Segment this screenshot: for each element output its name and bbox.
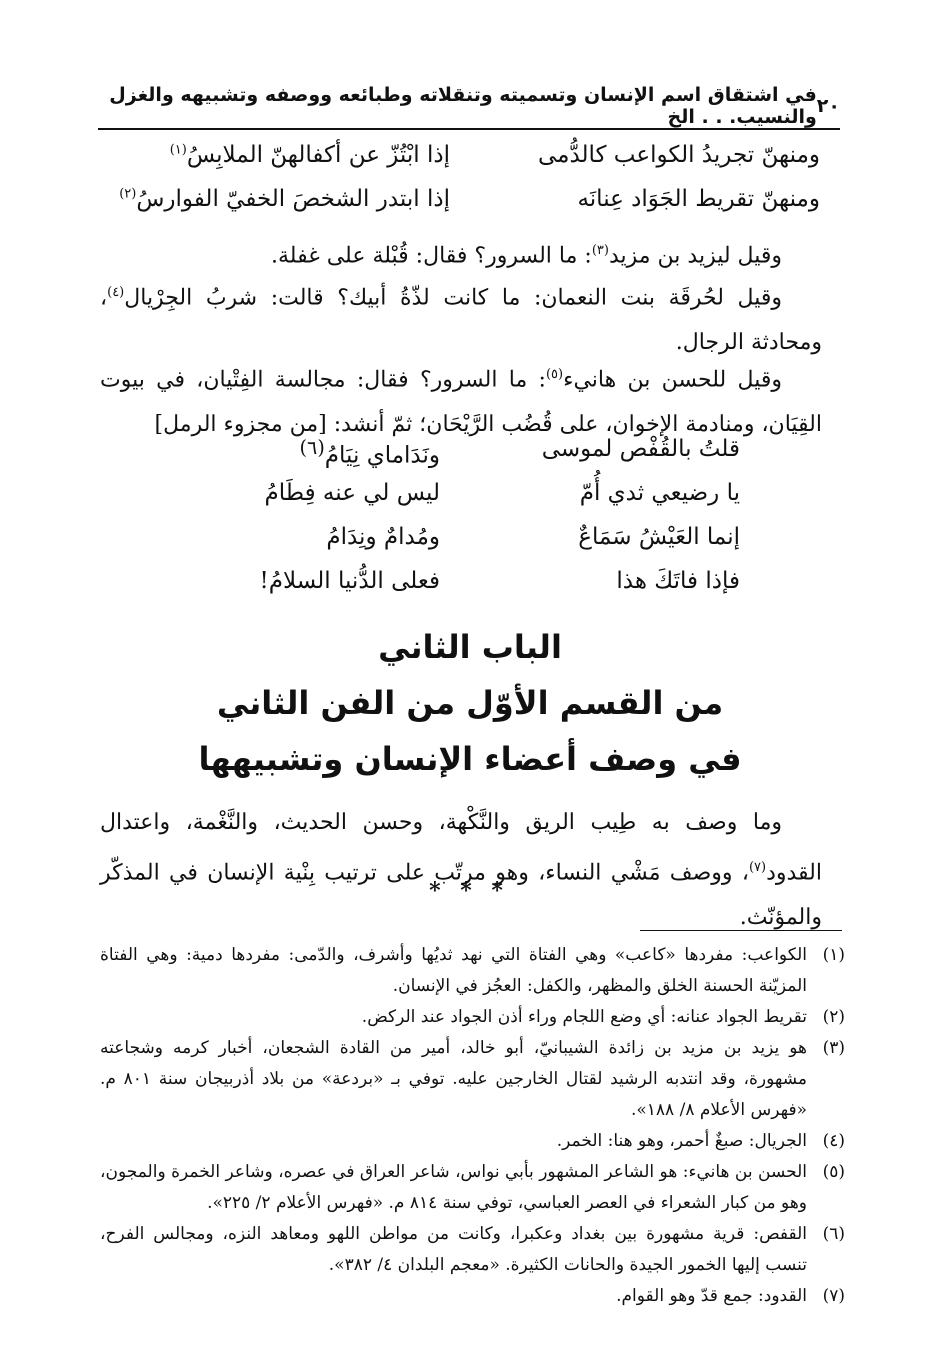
section-separator: * * *: [429, 878, 509, 904]
footnote-ref: (٥): [545, 367, 564, 382]
verse-hemistich: ومُدامٌ ونِدَامُ: [326, 524, 440, 550]
paragraph: وقيل للحسن بن هانيء$^{(٥)}$: ما السرور؟ فقال: مجالسة الفِتْيان، في بيوت القِيَان، ومنادمة الإخوان، على قُضُب الرَّيْحَان؛ ثمّ أنشد: [من مجزوء الرمل]: [100, 367, 822, 438]
footnotes: [100, 940, 845, 1312]
footnote: (٥) الحسن بن هانيء: هو الشاعر المشهور بأبي نواس، شاعر العراق في عصره، وشاعر الخمرة والمجون، وهو من كبار الشعراء في العصر العباسي، توفي سنة ٨١٤ م. «فهرس الأعلام ٢/ ٢٢٥».: [100, 1162, 845, 1213]
poem-line: [150, 568, 740, 612]
poem-line: [150, 480, 740, 524]
verse-hemistich: يا رضيعي ثدي أُمّ: [579, 480, 740, 506]
verse-line: [119, 186, 820, 230]
running-header: [98, 86, 840, 126]
verse-hemistich: ومنهنّ تجريدُ الكواعب كالدُّمى: [537, 142, 820, 168]
footnote-ref: (٦): [299, 436, 325, 459]
footnote-ref: (٣): [591, 243, 609, 258]
page-number: ٢٠: [816, 95, 840, 117]
footnote-ref: (١): [169, 142, 187, 158]
paragraph: وما وصف به طِيب الريق والنَّكْهة، وحسن الحديث، والنَّغْمة، واعتدال القدود$^{(٧)}$، ووصف مَشْي النساء، وهو مرتّب على ترتيب بِنْية الإنسان في المذكّر والمؤنّث.: [100, 810, 822, 931]
verse-hemistich: إذا ابْتُزّ عن أكفالهنّ الملابِسُ$^{(١)}$: [169, 142, 450, 168]
verse-hemistich: فإذا فاتَكَ هذا: [616, 568, 740, 594]
footnote: (٦) القفص: قرية مشهورة بين بغداد وعكبرا، وكانت من مواطن اللهو ومعاهد النزه، ومجالس الفرح، تنسب إليها الخمور الجيدة والحانات الكثيرة. «معجم البلدان ٤/ ٣٨٢».: [100, 1224, 845, 1275]
footnote: (٤) الجريال: صبغٌ أحمر، وهو هنا: الخمر.: [556, 1131, 845, 1151]
footnote-ref: (٢): [119, 186, 137, 202]
verse-hemistich: ومنهنّ تقريط الجَوَاد عِنانَه: [577, 186, 820, 212]
chapter-title: الباب الثاني: [378, 628, 562, 666]
footnote-rule: [640, 930, 842, 931]
verse-hemistich: ليس لي عنه فِطَامُ: [264, 480, 440, 506]
paragraph: وقيل لحُرقَة بنت النعمان: ما كانت لذّةُ أبيك؟ قالت: شربُ الجِرْيال$^{(٤)}$، ومحادثة الرجال.: [100, 285, 822, 356]
chapter-subtitle: في وصف أعضاء الإنسان وتشبيهها: [198, 740, 742, 778]
paragraph: وقيل ليزيد بن مزيد$^{(٣)}$: ما السرور؟ فقال: قُبْلة على غفلة.: [271, 243, 782, 269]
poem-line: [150, 436, 740, 480]
footnote: (٢) تقريط الجواد عنانه: أي وضع اللجام وراء أذن الجواد عند الركض.: [361, 1007, 845, 1027]
verse-hemistich: قلتُ بالقُفْص لموسى: [541, 436, 740, 462]
footnote-ref: (٤): [107, 285, 125, 300]
poem-line: [150, 524, 740, 568]
footnote: (٣) هو يزيد بن مزيد بن زائدة الشيبانيّ، أبو خالد، أمير من القادة الشجعان، أخبار كرمه وشجاعته مشهورة، وقد انتدبه الرشيد لقتال الخارجين عليه. توفي بـ «بردعة» من بلاد أذربيجان سنة ٨٠١ م. «فهرس الأعلام ٨/ ١٨٨».: [100, 1038, 845, 1120]
verse-line: [130, 142, 820, 186]
verse-hemistich: فعلى الدُّنيا السلامُ!: [259, 568, 440, 594]
header-rule: [98, 128, 840, 130]
verse-hemistich: إذا ابتدر الشخصَ الخفيّ الفوارسُ$^{(٢)}$: [119, 186, 450, 212]
verse-hemistich: إنما العَيْشُ سَمَاعٌ: [578, 524, 740, 550]
footnote-ref: (٧): [748, 860, 767, 875]
footnote: (١) الكواعب: مفردها «كاعب» وهي الفتاة التي نهد ثديُها وأشرف، والدّمى: مفردها دمية: وهي الفتاة المزيّنة الحسنة الخلق والمظهر، والكفل: العجُز في الإنسان.: [100, 945, 845, 996]
header-title: في اشتقاق اسم الإنسان وتسميته وتنقلاته وطبائعه ووصفه وتشبيهه والغزل والنسيب. . . الخ: [109, 84, 817, 128]
footnote: (٧) القدود: جمع قدّ وهو القوام.: [616, 1286, 845, 1306]
verse-hemistich: ونَدَاماي نِيَامُ$^{(٦)}$: [299, 436, 440, 469]
chapter-subtitle: من القسم الأوّل من الفن الثاني: [216, 684, 724, 722]
